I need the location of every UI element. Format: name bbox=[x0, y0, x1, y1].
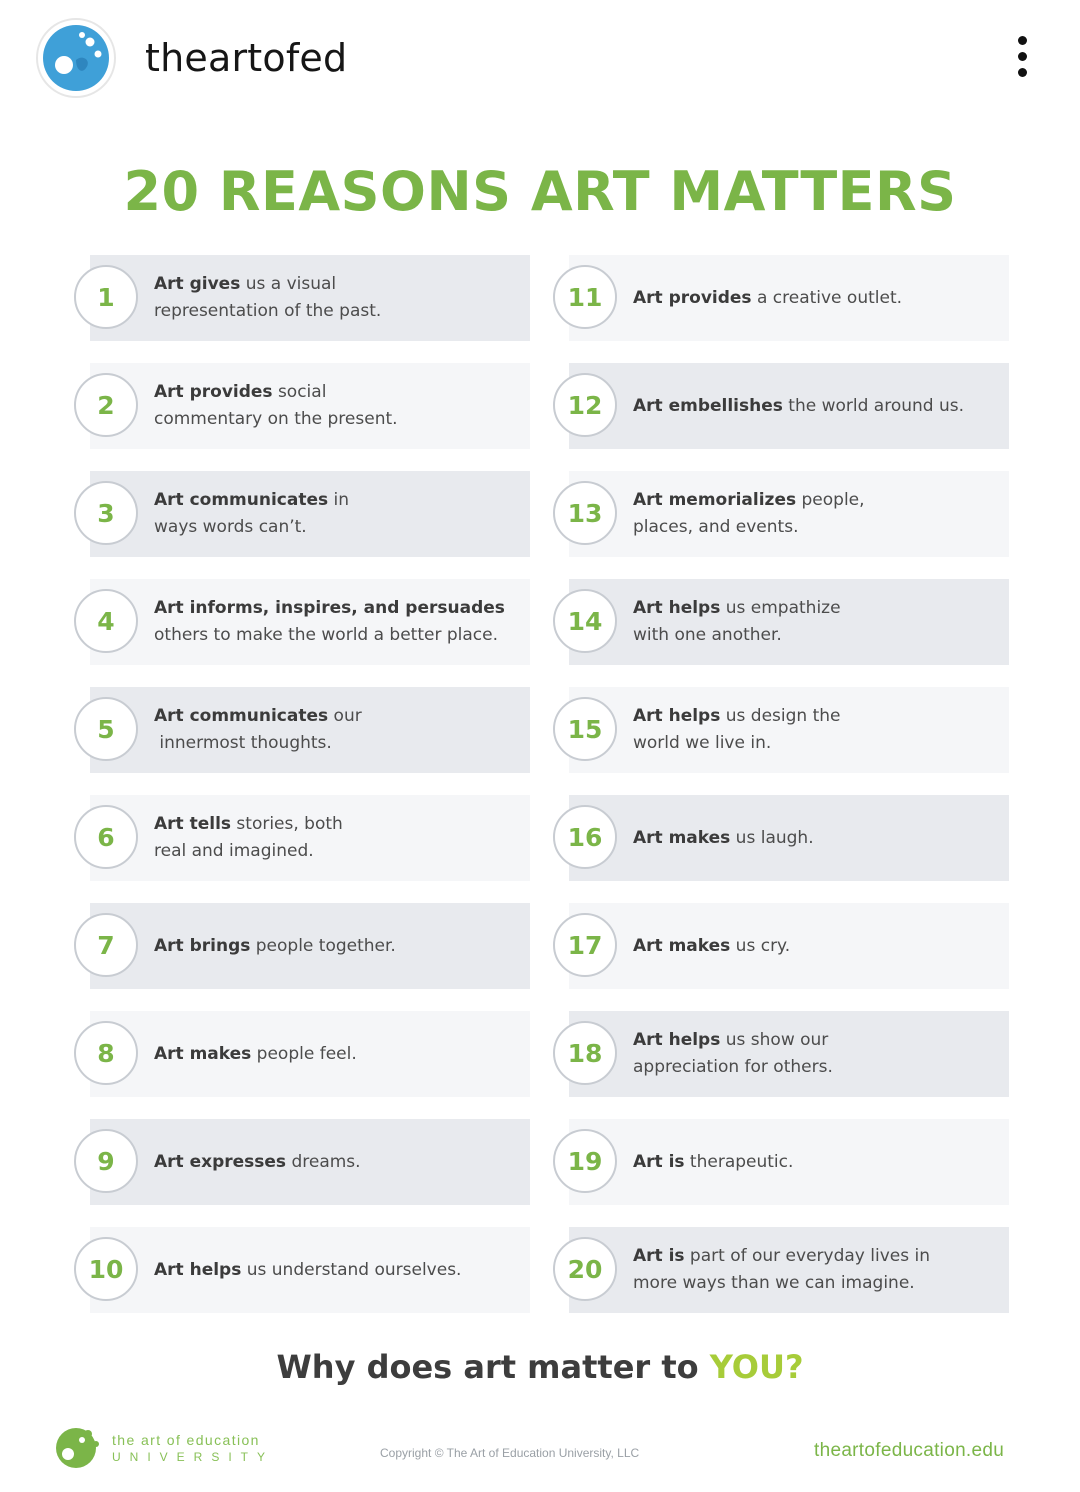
reason-line-2: world we live in. bbox=[633, 733, 772, 753]
reason-bold-phrase: Art communicates bbox=[154, 706, 329, 726]
reason-number-badge: 7 bbox=[74, 913, 138, 977]
palette-logo-icon bbox=[38, 20, 114, 96]
reason-number-badge: 15 bbox=[553, 697, 617, 761]
reason-line-2: places, and events. bbox=[633, 517, 799, 537]
reason-bold-phrase: Art memorializes bbox=[633, 490, 797, 510]
reason-number-badge: 13 bbox=[553, 481, 617, 545]
reason-rest: us a visual bbox=[240, 274, 337, 294]
reason-line-2: appreciation for others. bbox=[633, 1057, 833, 1077]
reason-bold-phrase: Art helps bbox=[633, 706, 721, 726]
more-options-icon[interactable] bbox=[1006, 36, 1038, 82]
reason-bold-phrase: Art provides bbox=[154, 382, 273, 402]
reason-number-badge: 6 bbox=[74, 805, 138, 869]
reason-text bbox=[154, 1119, 519, 1205]
reason-line-1 bbox=[633, 393, 998, 420]
reason-number-badge: 2 bbox=[74, 373, 138, 437]
reason-rest: part of our everyday lives in bbox=[684, 1246, 930, 1266]
reason-bold-phrase: Art makes bbox=[154, 1043, 252, 1064]
reason-line-1 bbox=[633, 1027, 998, 1054]
reason-line-1 bbox=[633, 595, 998, 622]
reason-line-1 bbox=[633, 825, 998, 852]
reason-rest: dreams. bbox=[286, 1151, 361, 1172]
reason-text bbox=[633, 903, 998, 989]
reason-rest: us design the bbox=[720, 706, 841, 726]
reason-item bbox=[553, 903, 1009, 989]
reason-item bbox=[74, 1011, 530, 1097]
reason-item bbox=[74, 1227, 530, 1313]
reason-number-badge: 3 bbox=[74, 481, 138, 545]
reason-item bbox=[74, 255, 530, 341]
reason-line-2: innermost thoughts. bbox=[154, 733, 332, 753]
post-header bbox=[0, 0, 1080, 118]
reason-bold-phrase: Art expresses bbox=[154, 1151, 287, 1172]
reason-number-badge: 19 bbox=[553, 1129, 617, 1193]
reason-line-2: more ways than we can imagine. bbox=[633, 1273, 915, 1293]
brand-subtitle: UNIVERSITY bbox=[112, 1450, 275, 1464]
reason-text bbox=[633, 687, 998, 773]
reason-line-2: representation of the past. bbox=[154, 301, 382, 321]
reason-number-badge: 8 bbox=[74, 1021, 138, 1085]
reason-rest: us understand ourselves. bbox=[241, 1259, 462, 1280]
reason-item bbox=[553, 579, 1009, 665]
reason-item bbox=[553, 1227, 1009, 1313]
reason-line-1 bbox=[154, 271, 519, 298]
reason-number-badge: 9 bbox=[74, 1129, 138, 1193]
reason-number-badge: 17 bbox=[553, 913, 617, 977]
reason-text bbox=[633, 795, 998, 881]
account-username[interactable]: theartofed bbox=[145, 36, 348, 80]
reason-item bbox=[553, 795, 1009, 881]
reason-line-1 bbox=[633, 1149, 998, 1176]
reason-line-1 bbox=[633, 1243, 998, 1270]
reason-line-1 bbox=[154, 933, 519, 960]
reason-line-1 bbox=[154, 1041, 519, 1068]
reason-rest: us cry. bbox=[730, 935, 791, 956]
reason-bold-phrase: Art tells bbox=[154, 814, 232, 834]
reason-number-badge: 5 bbox=[74, 697, 138, 761]
reason-text bbox=[633, 363, 998, 449]
reason-number-badge: 16 bbox=[553, 805, 617, 869]
reason-bold-phrase: Art helps bbox=[633, 1030, 721, 1050]
reason-item bbox=[553, 1119, 1009, 1205]
website-link[interactable]: theartofeducation.edu bbox=[814, 1440, 1005, 1461]
reason-bold-phrase: Art is bbox=[633, 1246, 685, 1266]
reason-rest: us show our bbox=[720, 1030, 829, 1050]
reason-item bbox=[74, 471, 530, 557]
reason-rest: us empathize bbox=[720, 598, 841, 618]
reason-text bbox=[633, 1119, 998, 1205]
reason-rest: therapeutic. bbox=[684, 1151, 794, 1172]
reason-item bbox=[74, 363, 530, 449]
reason-text bbox=[154, 363, 519, 449]
reason-number-badge: 11 bbox=[553, 265, 617, 329]
reason-bold-phrase: Art gives bbox=[154, 274, 241, 294]
reason-item bbox=[553, 255, 1009, 341]
question-highlight: YOU? bbox=[709, 1348, 804, 1386]
reason-item bbox=[74, 795, 530, 881]
reason-line-1 bbox=[633, 487, 998, 514]
reason-text bbox=[154, 255, 519, 341]
reason-line-1 bbox=[633, 933, 998, 960]
question-text: Why does art matter to bbox=[276, 1348, 710, 1386]
reason-text bbox=[154, 1011, 519, 1097]
reason-bold-phrase: Art helps bbox=[154, 1259, 242, 1280]
reason-number-badge: 12 bbox=[553, 373, 617, 437]
reason-text bbox=[154, 471, 519, 557]
reason-line-2: commentary on the present. bbox=[154, 409, 398, 429]
reason-item bbox=[553, 471, 1009, 557]
reason-bold-phrase: Art makes bbox=[633, 827, 731, 848]
reason-bold-phrase: Art communicates bbox=[154, 490, 329, 510]
reason-item bbox=[74, 579, 530, 665]
reason-line-2: with one another. bbox=[633, 625, 782, 645]
reason-text bbox=[633, 1011, 998, 1097]
reason-line-2: ways words can’t. bbox=[154, 517, 307, 537]
reason-text bbox=[633, 255, 998, 341]
reason-item bbox=[74, 903, 530, 989]
page-title: 20 REASONS ART MATTERS bbox=[123, 160, 957, 223]
reason-rest: people feel. bbox=[251, 1043, 357, 1064]
reason-item bbox=[553, 1011, 1009, 1097]
reason-line-2: others to make the world a better place. bbox=[154, 625, 499, 645]
reason-rest: a creative outlet. bbox=[751, 287, 903, 308]
reason-line-1 bbox=[154, 703, 519, 730]
reason-number-badge: 1 bbox=[74, 265, 138, 329]
reason-line-1 bbox=[154, 1149, 519, 1176]
reason-number-badge: 18 bbox=[553, 1021, 617, 1085]
reason-text bbox=[154, 795, 519, 881]
palette-logo-icon bbox=[54, 1422, 102, 1470]
reason-text bbox=[633, 471, 998, 557]
reason-rest: the world around us. bbox=[782, 395, 965, 416]
reason-bold-phrase: Art helps bbox=[633, 598, 721, 618]
reason-line-1 bbox=[633, 703, 998, 730]
reason-number-badge: 4 bbox=[74, 589, 138, 653]
reason-line-1 bbox=[154, 379, 519, 406]
reason-bold-phrase: Art embellishes bbox=[633, 395, 783, 416]
reason-item bbox=[74, 687, 530, 773]
reason-rest: in bbox=[328, 490, 350, 510]
closing-question bbox=[0, 1348, 1080, 1386]
reason-text bbox=[154, 687, 519, 773]
reason-rest: stories, both bbox=[231, 814, 343, 834]
reason-item bbox=[74, 1119, 530, 1205]
reason-item bbox=[553, 687, 1009, 773]
reason-bold-phrase: Art makes bbox=[633, 935, 731, 956]
reason-rest: our bbox=[328, 706, 362, 726]
reason-line-1 bbox=[633, 285, 998, 312]
brand-name: the art of education bbox=[112, 1432, 260, 1448]
reason-number-badge: 10 bbox=[74, 1237, 138, 1301]
reason-rest: social bbox=[272, 382, 327, 402]
reason-text bbox=[154, 903, 519, 989]
reason-bold-phrase: Art brings bbox=[154, 935, 251, 956]
reason-number-badge: 14 bbox=[553, 589, 617, 653]
reason-text bbox=[633, 1227, 998, 1313]
reason-rest: people, bbox=[796, 490, 865, 510]
reason-item bbox=[553, 363, 1009, 449]
reason-text bbox=[154, 579, 519, 665]
reason-text bbox=[154, 1227, 519, 1313]
reason-line-1 bbox=[154, 811, 519, 838]
reason-bold-phrase: Art is bbox=[633, 1151, 685, 1172]
reason-line-1 bbox=[154, 487, 519, 514]
reason-line-2: real and imagined. bbox=[154, 841, 314, 861]
reason-text bbox=[633, 579, 998, 665]
reason-line-1 bbox=[154, 595, 519, 622]
reason-bold-phrase: Art informs, inspires, and persuades bbox=[154, 598, 505, 618]
reason-rest: people together. bbox=[250, 935, 396, 956]
copyright-notice: Copyright © The Art of Education University, LLC bbox=[380, 1446, 640, 1460]
reason-bold-phrase: Art provides bbox=[633, 287, 752, 308]
reason-rest: us laugh. bbox=[730, 827, 814, 848]
profile-avatar[interactable] bbox=[36, 18, 116, 98]
reason-line-1 bbox=[154, 1257, 519, 1284]
reason-number-badge: 20 bbox=[553, 1237, 617, 1301]
